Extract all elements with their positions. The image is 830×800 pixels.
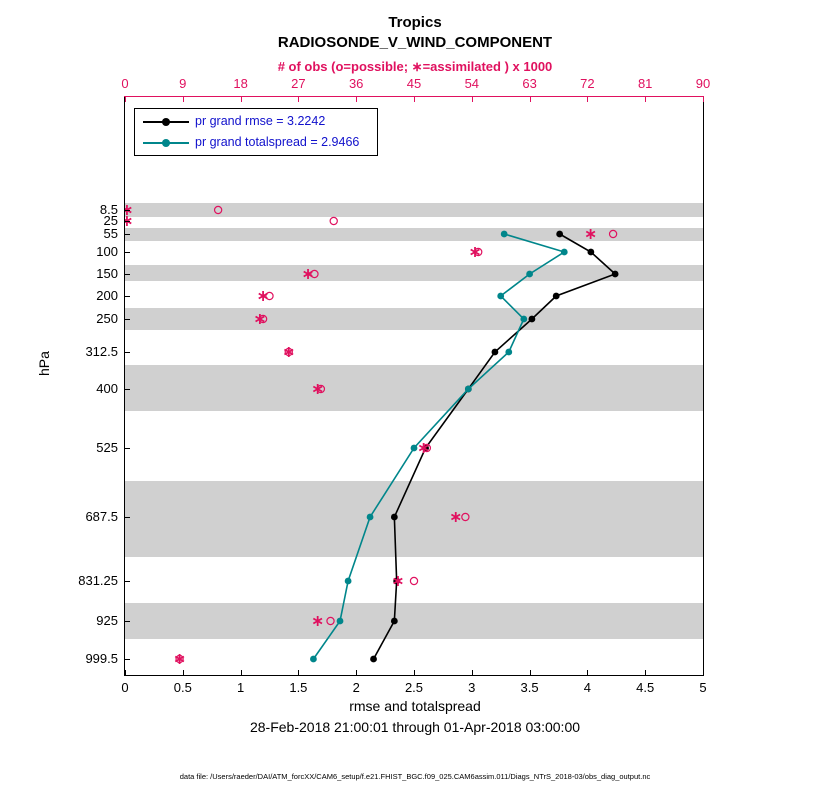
chart-title-region: Tropics xyxy=(388,14,442,31)
y-tick-label: 200 xyxy=(96,288,118,303)
y-tick-label: 150 xyxy=(96,266,118,281)
x-tick-label: 5 xyxy=(699,680,707,695)
y-tick-label: 250 xyxy=(96,311,118,326)
y-tick-mark xyxy=(124,210,130,211)
x-tick-mark xyxy=(645,670,646,676)
series-marker xyxy=(520,316,527,323)
series-marker xyxy=(526,271,533,278)
x-tick-label: 1 xyxy=(236,680,245,695)
y-tick-mark xyxy=(124,274,130,275)
series-marker xyxy=(553,293,560,300)
obs-possible-marker xyxy=(410,577,417,584)
x-tick-mark xyxy=(703,670,704,676)
obs-assimilated-marker xyxy=(586,229,595,239)
x-tick-label: 3.5 xyxy=(520,680,539,695)
data-file-footer: data file: /Users/raeder/DAI/ATM_forcXX/CAM6_setup/f.e21.FHIST_BGC.f09_025.CAM6assim.011/Diags_NTrS_2018-03/obs_diag_output.nc xyxy=(179,772,651,781)
x-tick-mark xyxy=(356,670,357,676)
y-tick-mark xyxy=(124,234,130,235)
obs-tick-label: 18 xyxy=(233,76,248,91)
legend-marker-rmse xyxy=(162,118,170,126)
y-tick-label: 312.5 xyxy=(85,344,118,359)
x-tick-mark xyxy=(241,670,242,676)
obs-tick-label: 81 xyxy=(637,76,653,91)
series-marker xyxy=(497,293,504,300)
series-marker xyxy=(370,656,377,663)
series-marker xyxy=(337,618,344,625)
series-line xyxy=(374,234,616,659)
series-marker xyxy=(492,349,499,356)
y-tick-label: 100 xyxy=(96,244,118,259)
series-marker xyxy=(556,231,563,238)
y-tick-label: 25 xyxy=(103,213,118,228)
x-tick-mark xyxy=(125,670,126,676)
legend-label-spread: pr grand totalspread = 2.9466 xyxy=(195,135,360,149)
y-tick-mark xyxy=(124,659,130,660)
x-tick-mark xyxy=(414,670,415,676)
y-tick-label: 831.25 xyxy=(78,573,118,588)
y-tick-mark xyxy=(124,319,130,320)
x-tick-label: 0 xyxy=(121,680,129,695)
obs-tick-label: 54 xyxy=(464,76,480,91)
legend-label-rmse: pr grand rmse = 3.2242 xyxy=(195,114,326,128)
y-tick-label: 687.5 xyxy=(85,509,118,524)
obs-tick-label: 45 xyxy=(406,76,422,91)
obs-axis-title: # of obs (o=possible; ∗=assimilated ) x 1000 xyxy=(277,59,553,74)
obs-tick-label: 63 xyxy=(522,76,537,91)
obs-assimilated-marker xyxy=(451,512,460,522)
obs-possible-marker xyxy=(327,617,334,624)
legend-marker-spread xyxy=(162,139,170,147)
series-marker xyxy=(529,316,536,323)
x-tick-label: 4.5 xyxy=(636,680,655,695)
series-marker xyxy=(310,656,317,663)
obs-possible-marker xyxy=(609,230,616,237)
y-tick-mark xyxy=(124,296,130,297)
y-tick-label: 999.5 xyxy=(85,651,118,666)
obs-tick-label: 36 xyxy=(348,76,364,91)
plot-area xyxy=(124,96,704,676)
x-tick-label: 2 xyxy=(352,680,360,695)
legend-row-spread xyxy=(135,133,377,153)
y-axis-label: hPa xyxy=(36,351,52,376)
x-tick-label: 0.5 xyxy=(173,680,192,695)
obs-tick-label: 27 xyxy=(291,76,306,91)
obs-tick-label: 9 xyxy=(179,76,187,91)
chart-title-variable: RADIOSONDE_V_WIND_COMPONENT xyxy=(277,34,553,51)
y-tick-mark xyxy=(124,621,130,622)
series-marker xyxy=(561,249,568,256)
obs-tick-label: 72 xyxy=(580,76,595,91)
obs-axis-line xyxy=(124,96,704,97)
y-tick-mark xyxy=(124,448,130,449)
y-tick-label: 8.5 xyxy=(99,202,118,217)
series-line xyxy=(313,234,564,659)
obs-tick-label: 90 xyxy=(695,76,711,91)
x-tick-mark xyxy=(472,670,473,676)
y-tick-mark xyxy=(124,581,130,582)
series-marker xyxy=(505,349,512,356)
obs-possible-marker xyxy=(215,206,222,213)
x-tick-label: 1.5 xyxy=(289,680,308,695)
y-tick-mark xyxy=(124,252,130,253)
x-tick-label: 2.5 xyxy=(404,680,424,695)
x-tick-mark xyxy=(587,670,588,676)
chart-legend xyxy=(134,108,378,156)
x-tick-label: 3 xyxy=(468,680,476,695)
obs-possible-marker xyxy=(330,217,337,224)
series-marker xyxy=(391,514,398,521)
y-tick-mark xyxy=(124,389,130,390)
obs-possible-marker xyxy=(462,513,469,520)
obs-assimilated-marker xyxy=(313,616,322,626)
series-marker xyxy=(391,618,398,625)
x-tick-mark xyxy=(530,670,531,676)
x-tick-mark xyxy=(183,670,184,676)
series-marker xyxy=(587,249,594,256)
series-marker xyxy=(367,514,374,521)
x-axis-label: rmse and totalspread xyxy=(349,698,481,714)
legend-row-rmse xyxy=(135,112,377,132)
chart-svg xyxy=(125,97,703,675)
y-tick-label: 925 xyxy=(96,613,118,628)
y-tick-label: 55 xyxy=(103,226,118,241)
series-marker xyxy=(465,386,472,393)
y-tick-mark xyxy=(124,517,130,518)
series-marker xyxy=(501,231,508,238)
series-marker xyxy=(612,271,619,278)
series-marker xyxy=(411,445,418,452)
y-tick-label: 525 xyxy=(96,440,118,455)
y-tick-mark xyxy=(124,221,130,222)
x-tick-label: 4 xyxy=(583,680,591,695)
obs-tick-label: 0 xyxy=(121,76,129,91)
date-range-label: 28-Feb-2018 21:00:01 through 01-Apr-2018 03:00:00 xyxy=(249,719,581,735)
x-tick-mark xyxy=(298,670,299,676)
series-marker xyxy=(345,578,352,585)
y-tick-mark xyxy=(124,352,130,353)
y-tick-label: 400 xyxy=(96,381,118,396)
